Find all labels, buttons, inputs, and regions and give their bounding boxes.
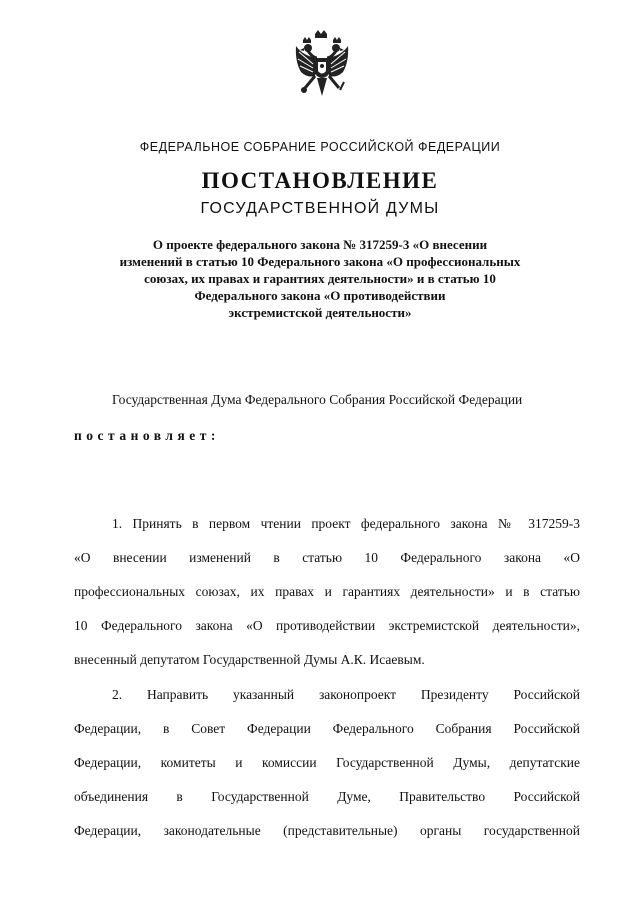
title-line: экстремистской деятельности» <box>228 305 412 320</box>
document-title <box>60 236 580 321</box>
paragraph-line: Федерации, законодательные (представительные) органы государственной <box>74 823 580 838</box>
paragraph-line: Федерации, в Совет Федерации Федерального Собрания Российской <box>74 721 580 736</box>
title-line: союзах, их правах и гарантиях деятельности» и в статью 10 <box>144 271 496 286</box>
document-type: ПОСТАНОВЛЕНИЕ <box>201 168 439 193</box>
paragraph-line: внесенный депутатом Государственной Думы А.К. Исаевым. <box>74 652 425 667</box>
decree-word: постановляет: <box>74 428 220 443</box>
title-line: О проекте федерального закона № 317259-3 «О внесении <box>152 237 488 252</box>
document-issuer: ГОСУДАРСТВЕННОЙ ДУМЫ <box>200 200 440 217</box>
paragraph-line: профессиональных союзах, их правах и гарантиях деятельности» и в статью <box>74 584 580 599</box>
organization-name: ФЕДЕРАЛЬНОЕ СОБРАНИЕ РОССИЙСКОЙ ФЕДЕРАЦИИ <box>139 140 501 154</box>
paragraph-line: 2. Направить указанный законопроект Президенту Российской <box>112 687 580 702</box>
paragraph-line: Федерации, комитеты и комиссии Государственной Думы, депутатские <box>74 755 580 770</box>
paragraph-2 <box>74 678 580 848</box>
paragraph-1 <box>74 507 580 677</box>
paragraph-line: 10 Федерального закона «О противодействии экстремистской деятельности», <box>74 618 580 633</box>
paragraph-line: объединения в Государственной Думе, Правительство Российской <box>74 789 580 804</box>
paragraph-line: «О внесении изменений в статью 10 Федерального закона «О <box>74 550 580 565</box>
title-line: изменений в статью 10 Федерального закона «О профессиональных <box>119 254 521 269</box>
intro-text: Государственная Дума Федерального Собрания Российской Федерации <box>112 392 523 407</box>
double-headed-eagle-emblem <box>293 28 351 106</box>
title-line: Федерального закона «О противодействии <box>194 288 446 303</box>
paragraph-line: 1. Принять в первом чтении проект федерального закона № 317259-3 <box>112 516 580 531</box>
